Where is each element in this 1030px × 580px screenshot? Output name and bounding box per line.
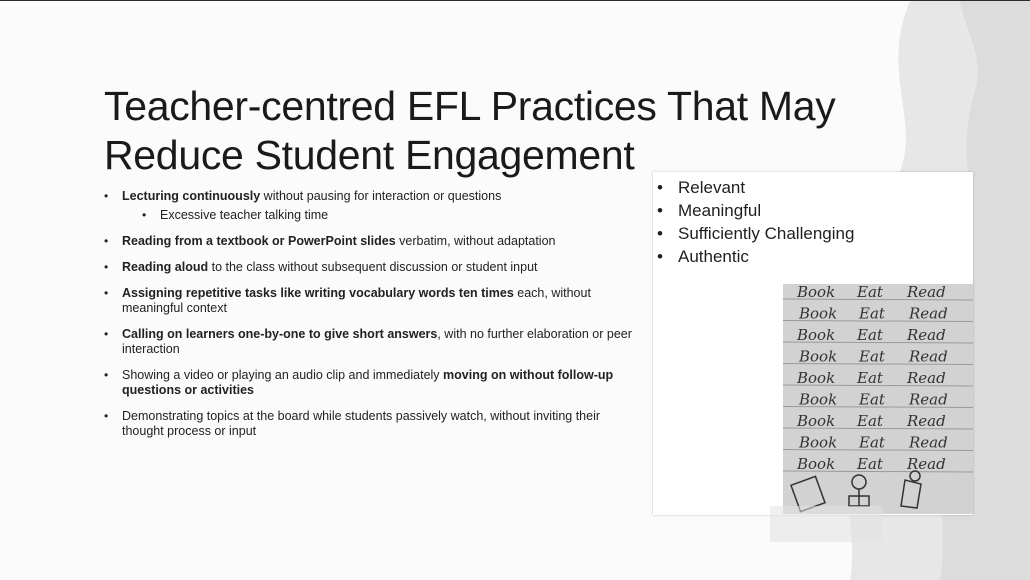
bullet-text: , with no further elaboration or peer interaction — [122, 327, 632, 356]
list-item — [104, 234, 634, 249]
slide-title — [104, 82, 904, 180]
handwritten-word: Book — [799, 347, 838, 366]
bullet-text: Demonstrating topics at the board while students passively watch, without inviting their thought process or input — [122, 409, 601, 438]
bullet-bold-text: Assigning repetitive tasks like writing vocabulary words ten times — [122, 286, 514, 300]
handwritten-word: Eat — [859, 433, 885, 452]
handwritten-word: Book — [799, 390, 838, 409]
handwritten-word: Book — [797, 412, 836, 430]
bullet-text: to the class without subsequent discussion or student input — [208, 260, 538, 274]
handwritten-word: Book — [797, 369, 836, 387]
handwritten-word: Read — [909, 347, 948, 366]
list-item — [104, 368, 634, 398]
handwritten-word: Read — [907, 326, 946, 344]
bullet-text: without pausing for interaction or questions — [260, 189, 502, 203]
list-item — [104, 286, 634, 316]
handwritten-word: Book — [799, 433, 838, 452]
list-item — [104, 409, 634, 439]
handwritten-word: Eat — [857, 284, 883, 301]
bullet-bold-text: moving on without follow-up questions or activities — [122, 368, 614, 397]
handwritten-word: Read — [907, 369, 946, 387]
qualities-list — [653, 176, 854, 268]
bullet-text: each, without meaningful context — [122, 286, 591, 315]
qualities-card — [653, 172, 973, 515]
handwritten-word: Eat — [859, 347, 885, 366]
handwritten-word: Read — [907, 284, 946, 301]
handwritten-word: Eat — [857, 326, 883, 344]
bullet-bold-text: Calling on learners one-by-one to give short answers — [122, 327, 438, 341]
handwritten-word: Read — [909, 390, 948, 409]
handwritten-word: Eat — [859, 390, 885, 409]
handwritten-word: Book — [797, 455, 836, 473]
title-line-1: Teacher-centred EFL Practices That May — [104, 83, 836, 130]
bullet-text: Excessive teacher talking time — [160, 208, 329, 222]
bullet-bold-text: Reading aloud — [122, 260, 209, 274]
handwritten-words-image — [783, 284, 973, 514]
list-item: • Relevant — [653, 176, 854, 199]
list-item — [104, 189, 634, 204]
practice-list — [104, 189, 634, 450]
list-item — [104, 327, 634, 357]
handwritten-word: Read — [909, 433, 948, 452]
handwritten-word: Eat — [857, 369, 883, 387]
handwritten-word: Book — [797, 284, 836, 301]
bullet-bold-text: Reading from a textbook or PowerPoint slides — [122, 234, 396, 248]
bullet-text: Showing a video or playing an audio clip and immediately — [122, 368, 444, 382]
sub-list-item — [104, 208, 634, 223]
handwritten-word: Book — [799, 304, 838, 323]
handwritten-word: Eat — [857, 455, 883, 473]
handwritten-word: Read — [909, 304, 948, 323]
list-item: • Authentic — [653, 245, 854, 268]
bullet-text: verbatim, without adaptation — [395, 234, 556, 248]
handwriting-photo — [783, 284, 973, 514]
list-item — [104, 260, 634, 275]
handwritten-word: Read — [907, 455, 946, 473]
bullet-bold-text: Lecturing continuously — [122, 189, 261, 203]
handwritten-word: Read — [907, 412, 946, 430]
handwritten-word: Eat — [857, 412, 883, 430]
handwritten-word: Eat — [859, 304, 885, 323]
list-item: • Sufficiently Challenging — [653, 222, 854, 245]
handwritten-word: Book — [797, 326, 836, 344]
title-line-2: Reduce Student Engagement — [104, 132, 635, 179]
list-item: • Meaningful — [653, 199, 854, 222]
decorative-smudge — [770, 506, 882, 542]
